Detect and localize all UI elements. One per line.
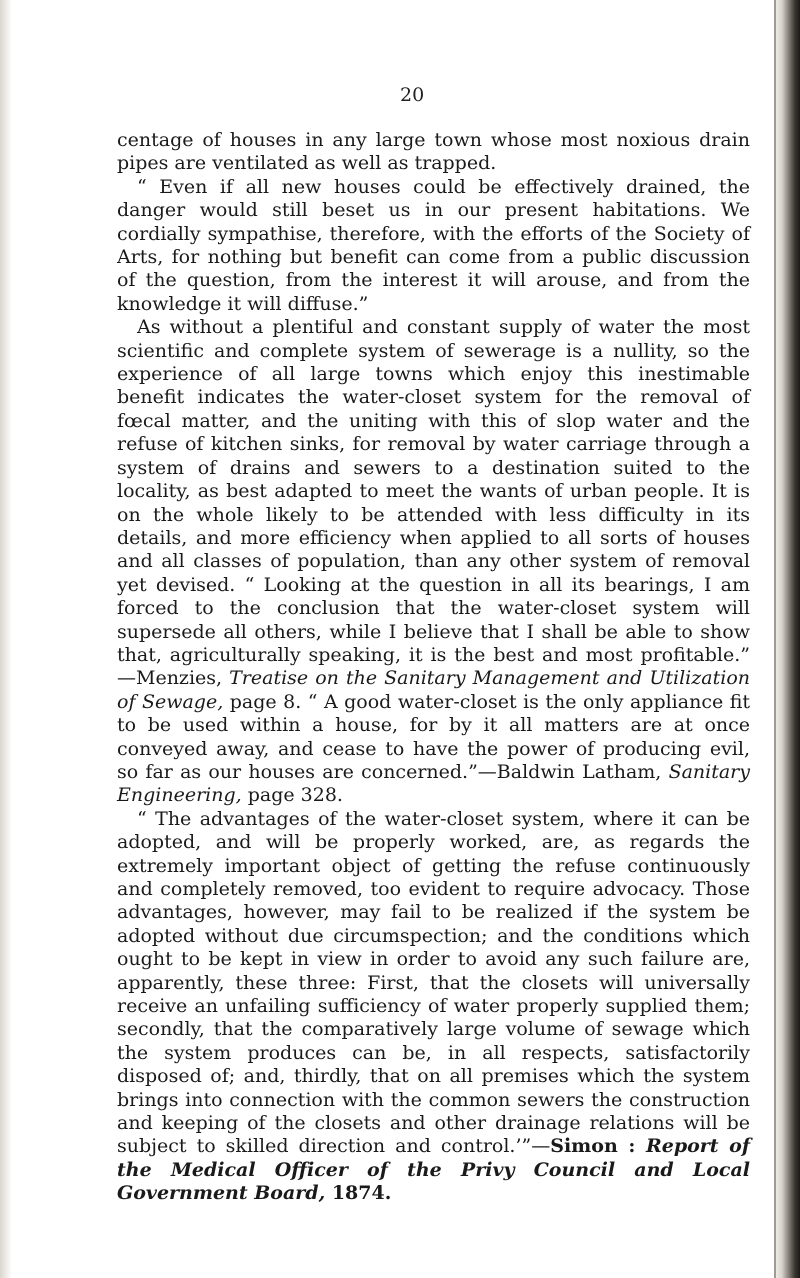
citation-year: 1874. — [325, 1182, 392, 1205]
citation-latham: Sanitary Engineering, — [117, 760, 750, 807]
paragraph-2-quote: “ Even if all new houses could be effectively drained, the danger would still beset us in our present habitations. We cordially sympathise, therefore, with the efforts of the Society of Arts, for nothing but benefit can come from a public discussion of the question, from the interest it will arouse, and from the knowledge it will diffuse.” — [117, 175, 750, 315]
paragraph-4 — [117, 808, 750, 1206]
paragraph-3-text-b: page 8. “ A good water-closet is the only appliance fit to be used within a house, for by it all matters are at once conveyed away, and cease to have the power of producing evil, so far as our houses are concerned.”—Baldwin Latham, — [117, 690, 751, 783]
body-text — [117, 129, 750, 1206]
paragraph-3 — [117, 316, 750, 808]
page-number: 20 — [400, 84, 425, 106]
paragraph-3-text-a: As without a plentiful and constant supply of water the most scientific and complete system of sewerage is a nullity, so the experience of all large towns which enjoy this inestimable benefit indicates the water-closet system for the removal of fœcal matter, and the uniting with this of slop water and the refuse of kitchen sinks, for removal by water carriage through a system of drains and sewers to a destination suited to the locality, as best adapted to meet the wants of urban people. It is on the whole likely to be attended with less difficulty in its details, and more efficiency when applied to all sorts of houses and all classes of population, than any other system of removal yet devised. “ Looking at the question in all its bearings, I am forced to the conclusion that the water-closet system will supersede all others, while I believe that I shall be able to show that, agriculturally speaking, it is the best and most profitable.” —Menzies, — [117, 316, 750, 690]
book-spine-shadow — [774, 0, 800, 1278]
citation-simon-report: Report of the Medical Officer of the Privy Council and Local Government Board, — [117, 1135, 750, 1205]
page-edge-shadow — [0, 0, 12, 1278]
paragraph-4-text: “ The advantages of the water-closet system, where it can be adopted, and will be properly worked, are, as regards the extremely important object of getting the refuse continuously and completely removed, too evident to require advocacy. Those advantages, however, may fail to be realized if the system be adopted without due circumspection; and the conditions which ought to be kept in view in order to avoid any such failure are, apparently, these three: First, that the closets will universally receive an unfailing sufficiency of water properly supplied them; secondly, that the comparatively large volume of sewage which the system produces can be, in all respects, satisfactorily disposed of; and, thirdly, that on all premises which the system brings into connection with the common sewers the construction and keeping of the closets and other drainage relations will be subject to skilled direction and control.’”— — [117, 807, 750, 1158]
paragraph-1: centage of houses in any large town whose most noxious drain pipes are ventilated as well as trapped. — [117, 129, 750, 175]
paragraph-3-text-c: page 328. — [241, 784, 343, 807]
source-simon: Simon : — [550, 1135, 646, 1158]
citation-menzies: Treatise on the Sanitary Management and Utilization of Sewage, — [117, 667, 750, 713]
spine-edge-line — [774, 0, 776, 1278]
